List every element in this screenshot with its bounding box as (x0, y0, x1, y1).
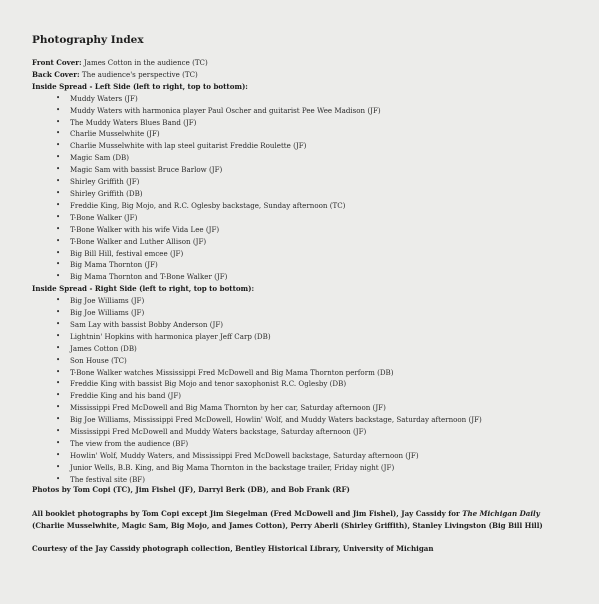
michigan-daily-title: The Michigan Daily (462, 509, 540, 518)
left-spread-heading (32, 81, 582, 93)
list-item: • Freddie King, Big Mojo, and R.C. Oglesby backstage, Sunday afternoon (TC) (32, 200, 582, 212)
booklet-credit-line-1 (32, 508, 582, 520)
list-item: • Mississippi Fred McDowell and Muddy Waters backstage, Saturday afternoon (JF) (32, 426, 582, 438)
list-item: • T-Bone Walker watches Mississippi Fred McDowell and Big Mama Thornton perform (DB) (32, 367, 582, 379)
list-item: • Big Mama Thornton and T-Bone Walker (JF) (32, 271, 582, 283)
booklet-credit (32, 508, 582, 532)
photos-by-text: Photos by Tom Copi (TC), Jim Fishel (JF), Darryl Berk (DB), and Bob Frank (RF) (32, 485, 350, 494)
list-item: • Mississippi Fred McDowell and Big Mama Thornton by her car, Saturday afternoon (JF) (32, 402, 582, 414)
list-item: • Freddie King and his band (JF) (32, 390, 582, 402)
list-item: • Junior Wells, B.B. King, and Big Mama Thornton in the backstage trailer, Friday night (JF) (32, 462, 582, 474)
list-item: • Charlie Musselwhite (JF) (32, 128, 582, 140)
list-item: • Magic Sam (DB) (32, 152, 582, 164)
list-item: • The Muddy Waters Blues Band (JF) (32, 117, 582, 129)
booklet-credit-line-1-text: All booklet photographs by Tom Copi except Jim Siegelman (Fred McDowell and Jim Fishel), Jay Cassidy for (32, 509, 463, 518)
list-item: • T-Bone Walker (JF) (32, 212, 582, 224)
front-cover-line (32, 57, 582, 69)
courtesy-credit (32, 543, 582, 555)
list-item: • Shirley Griffith (DB) (32, 188, 582, 200)
list-item: • Muddy Waters (JF) (32, 93, 582, 105)
back-cover-line (32, 69, 582, 81)
photographers-credit (32, 484, 582, 496)
list-item: • The view from the audience (BF) (32, 438, 582, 450)
list-item: • Shirley Griffith (JF) (32, 176, 582, 188)
list-item: • Freddie King with bassist Big Mojo and tenor saxophonist R.C. Oglesby (DB) (32, 378, 582, 390)
left-spread-heading-text: Inside Spread - Left Side (left to right, top to bottom): (32, 81, 248, 91)
list-item: • Big Mama Thornton (JF) (32, 259, 582, 271)
list-item: • Big Bill Hill, festival emcee (JF) (32, 248, 582, 260)
list-item: • Big Joe Williams, Mississippi Fred McDowell, Howlin' Wolf, and Muddy Waters backstage, Saturday afternoon (JF) (32, 414, 582, 426)
front-cover-label: Front Cover: (32, 58, 82, 67)
list-item: • Big Joe Williams (JF) (32, 307, 582, 319)
list-item: • Sam Lay with bassist Bobby Anderson (JF) (32, 319, 582, 331)
right-spread-heading-text: Inside Spread - Right Side (left to right, top to bottom): (32, 284, 255, 294)
left-spread-list (32, 93, 582, 284)
front-cover-text: James Cotton in the audience (TC) (81, 58, 208, 67)
right-spread-list (32, 295, 582, 486)
list-item: • James Cotton (DB) (32, 343, 582, 355)
courtesy-text: Courtesy of the Jay Cassidy photograph collection, Bentley Historical Library, University of Michigan (32, 544, 434, 553)
photo-index (32, 57, 582, 486)
list-item: • T-Bone Walker and Luther Allison (JF) (32, 236, 582, 248)
list-item: • Son House (TC) (32, 355, 582, 367)
list-item: • Charlie Musselwhite with lap steel guitarist Freddie Roulette (JF) (32, 140, 582, 152)
list-item: • Lightnin' Hopkins with harmonica player Jeff Carp (DB) (32, 331, 582, 343)
booklet-credit-line-2: (Charlie Musselwhite, Magic Sam, Big Mojo, and James Cotton), Perry Aberli (Shirley Griffith), Stanley Livingston (Big Bill Hill) (32, 520, 543, 530)
right-spread-heading (32, 283, 582, 295)
list-item: • Muddy Waters with harmonica player Paul Oscher and guitarist Pee Wee Madison (JF) (32, 105, 582, 117)
list-item: • Big Joe Williams (JF) (32, 295, 582, 307)
list-item: • Howlin' Wolf, Muddy Waters, and Mississippi Fred McDowell backstage, Saturday afternoon (JF) (32, 450, 582, 462)
list-item: • T-Bone Walker with his wife Vida Lee (JF) (32, 224, 582, 236)
back-cover-label: Back Cover: (32, 69, 80, 79)
list-item: • The festival site (BF) (32, 474, 582, 486)
list-item: • Magic Sam with bassist Bruce Barlow (JF) (32, 164, 582, 176)
back-cover-text: The audience's perspective (TC) (79, 69, 198, 79)
page-title: Photography Index (32, 34, 144, 46)
